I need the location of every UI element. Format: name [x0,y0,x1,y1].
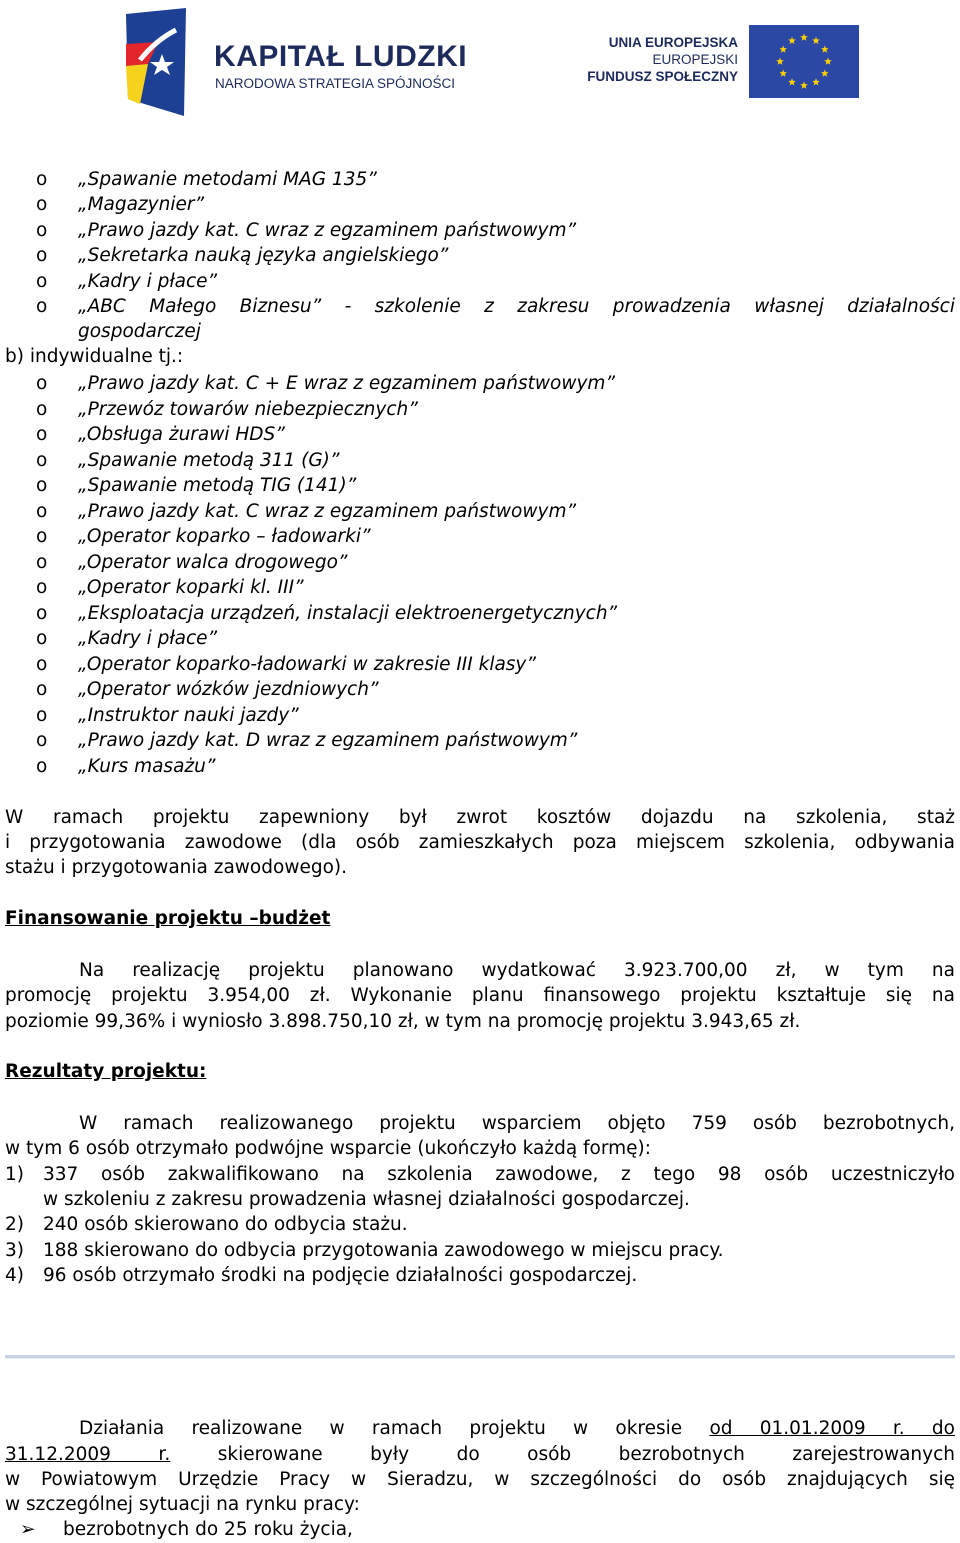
finance-line2: promocję projektu 3.954,00 zł. Wykonanie planu finansowego projektu kształtuje się na [5,985,955,1006]
list-bullet: o [36,628,48,649]
actions-bullet-item: bezrobotnych do 25 roku życia, [63,1519,353,1540]
list-item: „ABC Małego Biznesu” - szkolenie z zakresu prowadzenia własnej działalności [78,296,955,317]
list-item: „Instruktor nauki jazdy” [78,704,299,726]
list-item-cont: gospodarczej [78,321,201,342]
results-line1: W ramach realizowanego projektu wsparciem objęto 759 osób bezrobotnych, [79,1113,955,1134]
results-item-num: 1) [5,1164,24,1185]
list-bullet: o [36,526,48,547]
results-item-cont: w szkoleniu z zakresu prowadzenia własnej działalności gospodarczej. [43,1189,690,1210]
finance-heading: Finansowanie projektu –budżet [5,908,331,929]
arrow-bullet-icon: ➢ [20,1519,36,1540]
list-bullet: o [36,602,48,624]
kapital-ludzki-title: KAPITAŁ LUDZKI [214,40,468,73]
list-bullet: o [36,551,48,573]
list-item: „Przewóz towarów niebezpiecznych” [78,398,418,420]
list-item: „Operator koparko – ładowarki” [78,526,371,547]
results-item: 188 skierowano do odbycia przygotowania zawodowego w miejscu pracy. [43,1240,724,1261]
list-item: „Sekretarka nauką języka angielskiego” [78,245,449,266]
page-header [0,0,960,125]
list-item: „Prawo jazdy kat. C wraz z egzaminem państwowym” [78,500,577,522]
list-bullet: o [36,169,48,190]
actions-date-start: od 01.01.2009 r. do [709,1418,955,1439]
travel-line3: stażu i przygotowania zawodowego). [5,857,347,878]
list-bullet: o [36,194,48,215]
results-line2: w tym 6 osób otrzymało podwójne wsparcie (ukończyło każdą formę): [5,1138,652,1159]
results-item: 96 osób otrzymało środki na podjęcie działalności gospodarczej. [43,1265,638,1286]
list-item: „Spawanie metodą TIG (141)” [78,475,357,496]
list-item: „Spawanie metodami MAG 135” [78,169,377,190]
results-item-num: 4) [5,1265,24,1286]
eu-label [560,34,738,85]
list-bullet: o [36,577,48,598]
eu-line2: EUROPEJSKI [652,52,738,67]
actions-line4: w szczególnej sytuacji na rynku pracy: [5,1494,360,1515]
list-bullet: o [36,679,48,700]
eu-line3: FUNDUSZ SPOŁECZNY [587,69,738,84]
list-item: „Kadry i płace” [78,271,218,292]
finance-line1: Na realizację projektu planowano wydatkować 3.923.700,00 zł, w tym na [79,960,955,981]
results-heading: Rezultaty projektu: [5,1061,207,1082]
list-bullet: o [36,475,48,496]
results-item-num: 3) [5,1240,24,1261]
kapital-ludzki-subtitle: NARODOWA STRATEGIA SPÓJNOŚCI [215,76,456,91]
list-bullet: o [36,220,48,241]
list-bullet: o [36,424,48,445]
results-item: 337 osób zakwalifikowano na szkolenia zawodowe, z tego 98 osób uczestniczyło [43,1164,955,1185]
list-bullet: o [36,653,48,675]
divider-shadow [5,1358,955,1359]
actions-date-end: 31.12.2009 r. [5,1444,171,1465]
list-item: „Spawanie metodą 311 (G)” [78,449,340,471]
results-item: 240 osób skierowano do odbycia stażu. [43,1214,408,1235]
list-item: „Operator walca drogowego” [78,551,348,573]
list-item: „Kurs masażu” [78,755,216,777]
list-item: „Prawo jazdy kat. C + E wraz z egzaminem państwowym” [78,373,616,394]
list-bullet: o [36,373,48,394]
list-item: „Kadry i płace” [78,628,218,649]
individual-heading: b) indywidualne tj.: [5,346,184,367]
list-item: „Prawo jazdy kat. C wraz z egzaminem państwowym” [78,220,577,241]
actions-line3: w Powiatowym Urzędzie Pracy w Sieradzu, w szczególności do osób znajdujących się [5,1469,955,1490]
list-bullet: o [36,449,48,471]
list-item: „Obsługa żurawi HDS” [78,424,285,445]
finance-line3: poziomie 99,36% i wyniosło 3.898.750,10 zł, w tym na promocję projektu 3.943,65 zł. [5,1011,801,1032]
actions-line1 [79,1416,955,1441]
list-bullet: o [36,398,48,420]
list-item: „Eksploatacja urządzeń, instalacji elektroenergetycznych” [78,602,618,624]
eu-flag-icon [749,25,859,98]
list-bullet: o [36,245,48,266]
list-item: „Prawo jazdy kat. D wraz z egzaminem państwowym” [78,730,578,751]
list-item: „Operator koparko-ładowarki w zakresie III klasy” [78,653,536,675]
list-bullet: o [36,755,48,777]
list-item: „Magazynier” [78,194,205,215]
list-item: „Operator wózków jezdniowych” [78,679,379,700]
list-bullet: o [36,271,48,292]
results-item-num: 2) [5,1214,24,1235]
actions-line2 [5,1442,955,1467]
list-bullet: o [36,704,48,726]
list-item: „Operator koparki kl. III” [78,577,304,598]
eu-line1: UNIA EUROPEJSKA [608,35,738,50]
list-bullet: o [36,296,48,317]
kapital-ludzki-logo [118,4,190,119]
travel-line2: i przygotowania zawodowe (dla osób zamieszkałych poza miejscem szkolenia, odbywania [5,832,955,853]
actions-line1-text: Działania realizowane w ramach projektu w okresie [79,1418,683,1439]
travel-line1: W ramach projektu zapewniony był zwrot kosztów dojazdu na szkolenia, staż [5,807,955,828]
list-bullet: o [36,730,48,751]
list-bullet: o [36,500,48,522]
actions-line2-text: skierowane były do osób bezrobotnych zarejestrowanych [217,1444,955,1465]
